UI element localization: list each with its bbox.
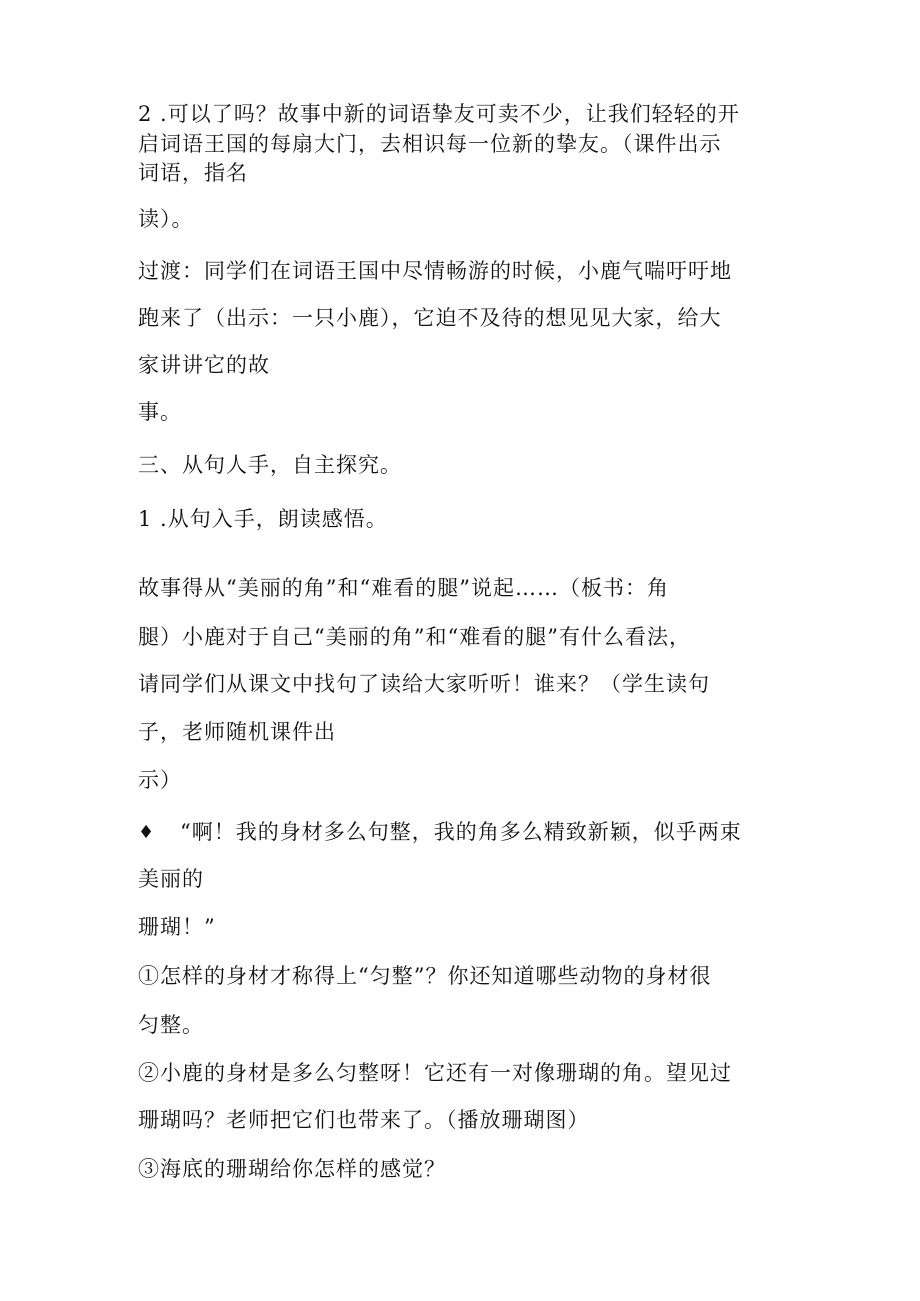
- text-line: 词语，指名: [138, 161, 248, 185]
- text-line: 读）。: [138, 207, 194, 231]
- question-line: ③海底的珊瑚给你怎样的感觉？: [138, 1157, 446, 1181]
- text-line: 家讲讲它的故: [138, 353, 270, 377]
- text-line: 启词语王国的每扇大门，去相识每一位新的挚友。（课件出示: [138, 132, 722, 156]
- quote-line: “啊！我的身材多么句整，我的角多么精致新颖，似乎两束: [180, 820, 742, 844]
- text-line: 2 .可以了吗？故事中新的词语挚友可卖不少，让我们轻轻的开: [138, 102, 740, 126]
- text-line: 示）: [138, 768, 182, 792]
- question-line: 珊瑚吗？老师把它们也带来了。（播放珊瑚图）: [138, 1108, 590, 1132]
- question-line: ①怎样的身材才称得上“匀整”？你还知道哪些动物的身材很: [138, 964, 712, 988]
- text-line: 跑来了（出示：一只小鹿），它迫不及待的想见见大家，给大: [138, 306, 722, 330]
- question-line: ②小鹿的身材是多么匀整呀！它还有一对像珊瑚的角。望见过: [138, 1061, 732, 1085]
- diamond-bullet-icon: ♦: [138, 822, 155, 843]
- text-line: 子，老师随机课件出: [138, 720, 336, 744]
- text-line: 腿）小鹿对于自己“美丽的角”和“难看的腿”有什么看法，: [138, 625, 691, 649]
- section-heading: 三、从句人手，自主探究。: [138, 453, 402, 477]
- question-line: 匀整。: [138, 1013, 204, 1037]
- subsection-heading: 1 .从句入手，朗读感悟。: [138, 507, 388, 531]
- text-line: 故事得从“美丽的角”和“难看的腿”说起……（板书：角: [138, 576, 669, 600]
- text-line: 事。: [138, 400, 182, 424]
- quote-line: 珊瑚！”: [138, 915, 216, 939]
- quote-line: 美丽的: [138, 867, 204, 891]
- text-line: 请同学们从课文中找句了读给大家听听！谁来？（学生读句: [138, 672, 710, 696]
- text-line: 过渡：同学们在词语王国中尽情畅游的时候，小鹿气喘吁吁地: [138, 259, 732, 283]
